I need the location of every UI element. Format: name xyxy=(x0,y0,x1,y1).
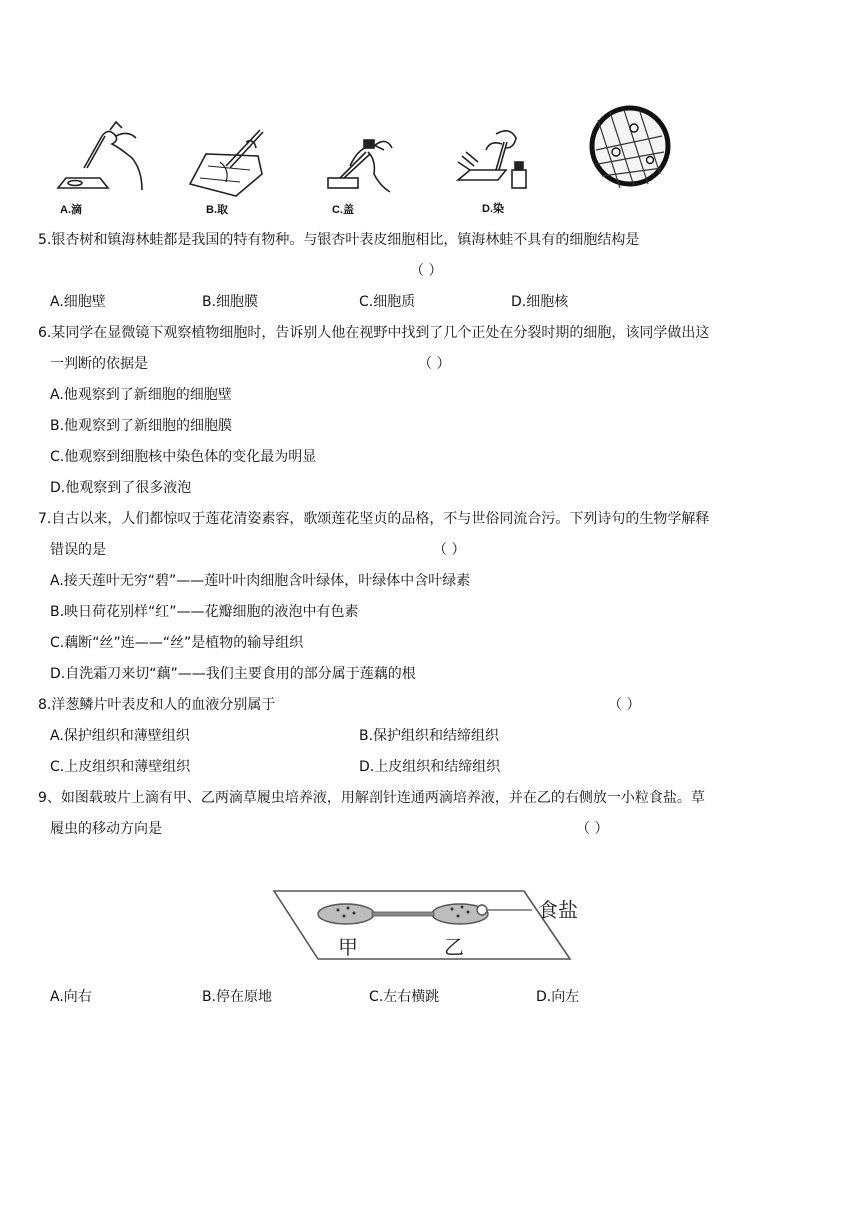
staining-step-illustration xyxy=(458,131,526,188)
question-6-option-c: C.他观察到细胞核中染色体的变化最为明显 xyxy=(50,449,317,465)
question-9-option-c: C.左右横跳 xyxy=(369,989,440,1005)
question-5-option-d: D.细胞核 xyxy=(511,294,569,310)
caption-b: B.取 xyxy=(206,204,228,216)
caption-c: C.盖 xyxy=(332,204,354,216)
question-6-stem-line-1: 6.某同学在显微镜下观察植物细胞时，告诉别人他在视野中找到了几个正处在分裂时期的细胞，该同学做出这 xyxy=(38,325,710,341)
question-8-stem: 8.洋葱鳞片叶表皮和人的血液分别属于 xyxy=(38,697,276,713)
covering-step-illustration xyxy=(328,140,392,192)
question-8-answer-blank: （ ） xyxy=(608,697,641,713)
question-7-option-a: A.接天莲叶无穷“碧”——莲叶叶肉细胞含叶绿体，叶绿体中含叶绿素 xyxy=(50,573,471,589)
drop-jia xyxy=(318,904,374,924)
question-5-stem: 5.银杏树和镇海林蛙都是我国的特有物种。与银杏叶表皮细胞相比，镇海林蛙不具有的细胞结构是 xyxy=(38,232,640,248)
microscope-view-illustration xyxy=(592,108,668,188)
question-7-option-d: D.自洗霜刀来切“藕”——我们主要食用的部分属于莲藕的根 xyxy=(50,666,416,682)
question-8-option-d: D.上皮组织和结缔组织 xyxy=(359,759,501,775)
question-6-option-b: B.他观察到了新细胞的细胞膜 xyxy=(50,418,233,434)
caption-a: A.滴 xyxy=(60,204,82,216)
dropping-step-illustration xyxy=(58,122,142,190)
slide-preparation-figure xyxy=(50,100,690,220)
label-salt: 食盐 xyxy=(538,898,578,922)
question-7-option-b: B.映日荷花别样“红”——花瓣细胞的液泡中有色素 xyxy=(50,604,359,620)
question-9-stem-line-1: 9、如图载玻片上滴有甲、乙两滴草履虫培养液，用解剖针连通两滴培养液，并在乙的右侧放一小粒食盐。草 xyxy=(38,790,705,806)
question-9-option-a: A.向右 xyxy=(50,989,92,1005)
glass-slide-outline xyxy=(274,891,570,959)
question-6-answer-blank: （ ） xyxy=(418,356,451,372)
question-9-option-b: B.停在原地 xyxy=(202,989,273,1005)
taking-step-illustration xyxy=(190,130,263,196)
question-6-option-a: A.他观察到了新细胞的细胞壁 xyxy=(50,387,232,403)
connecting-channel xyxy=(372,912,434,916)
question-7-option-c: C.藕断“丝”连——“丝”是植物的输导组织 xyxy=(50,635,304,651)
question-5-answer-blank: （ ） xyxy=(410,263,443,279)
question-8-option-a: A.保护组织和薄壁组织 xyxy=(50,728,190,744)
question-7-stem-line-1: 7.自古以来，人们都惊叹于莲花清姿素容，歌颂莲花坚贞的品格，不与世俗同流合污。下列诗句的生物学解释 xyxy=(38,511,710,527)
label-yi: 乙 xyxy=(444,935,464,959)
question-9-option-d: D.向左 xyxy=(536,989,580,1005)
paramecium-slide-figure xyxy=(270,885,600,970)
question-8-option-b: B.保护组织和结缔组织 xyxy=(359,728,500,744)
question-7-stem-line-2: 错误的是 xyxy=(50,542,106,558)
question-9-answer-blank: （ ） xyxy=(576,821,609,837)
question-6-stem-line-2: 一判断的依据是 xyxy=(50,356,148,372)
question-7-answer-blank: （ ） xyxy=(433,542,466,558)
question-8-option-c: C.上皮组织和薄壁组织 xyxy=(50,759,191,775)
caption-d: D.染 xyxy=(482,203,504,215)
salt-grain xyxy=(477,905,487,915)
label-jia: 甲 xyxy=(338,935,358,959)
question-5-option-c: C.细胞质 xyxy=(359,294,416,310)
question-5-option-a: A.细胞壁 xyxy=(50,294,106,310)
question-6-option-d: D.他观察到了很多液泡 xyxy=(50,480,192,496)
question-5-option-b: B.细胞膜 xyxy=(202,294,259,310)
question-9-stem-line-2: 履虫的移动方向是 xyxy=(50,821,162,837)
